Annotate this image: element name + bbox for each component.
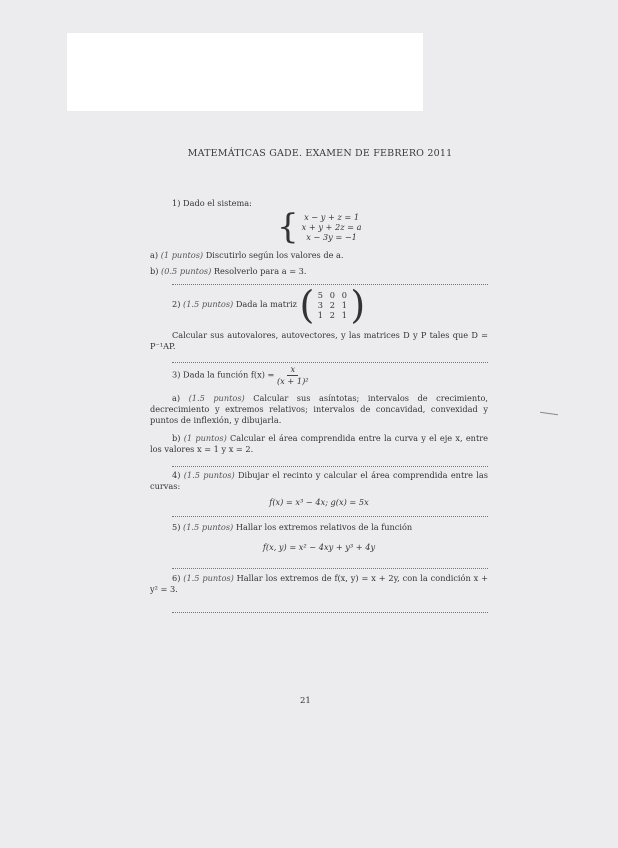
page-title: MATEMÁTICAS GADE. EXAMEN DE FEBRERO 2011	[187, 148, 453, 159]
page-number: 21	[300, 696, 311, 706]
divider	[172, 568, 488, 569]
question-6: 6) (1.5 puntos) Hallar los extremos de f(x, y) = x + 2y, con la condición x + y² = 3.	[150, 573, 488, 594]
scan-mark	[540, 412, 558, 415]
divider	[172, 284, 488, 285]
q3-part-b: b) (1 puntos) Calcular el área comprendida entre la curva y el eje x, entre los valores x = 1 y x = 2.	[150, 433, 489, 454]
divider	[172, 466, 488, 467]
matrix: ( 5 0 0 3 2 1 1 2 1 )	[299, 283, 366, 327]
q1-intro: 1) Dado el sistema:	[172, 198, 252, 208]
q1-part-b: b) (0.5 puntos) Resolverlo para a = 3.	[150, 266, 307, 276]
question-3: 3) Dada la función f(x) = $\frac{x}{\text{(x + 1)²}}$	[172, 364, 309, 386]
fraction: $\frac{x}{\text{(x + 1)²}}$	[276, 364, 309, 386]
divider	[172, 362, 488, 363]
equation-system: { x − y + z = 1 x + y + 2z = a x − 3y = −1	[277, 207, 362, 247]
q2-text: Calcular sus autovalores, autovectores, y las matrices D y P tales que D = P⁻¹AP.	[150, 330, 488, 351]
divider	[172, 612, 488, 613]
divider	[172, 516, 488, 517]
q3-part-a: a) (1.5 puntos) Calcular sus asíntotas; intervalos de crecimiento, decrecimiento y extremos relativos; intervalos de concavidad, convexidad y puntos de inflexión, y dibujarla.	[150, 393, 488, 425]
question-1	[150, 198, 510, 247]
q1-part-a: a) (1 puntos) Discutirlo según los valores de a.	[150, 250, 344, 260]
question-2: 2) (1.5 puntos) Dada la matriz ( 5 0 0 3 2 1 1 2 1 )	[172, 283, 366, 327]
question-5: 5) (1.5 puntos) Hallar los extremos relativos de la función f(x, y) = x² − 4xy + y³ + 4y	[172, 522, 413, 552]
redacted-header	[67, 33, 423, 111]
question-4: 4) (1.5 puntos) Dibujar el recinto y calcular el área comprendida entre las curvas: f(x) = x³ − 4x; g(x) = 5x	[150, 470, 488, 507]
